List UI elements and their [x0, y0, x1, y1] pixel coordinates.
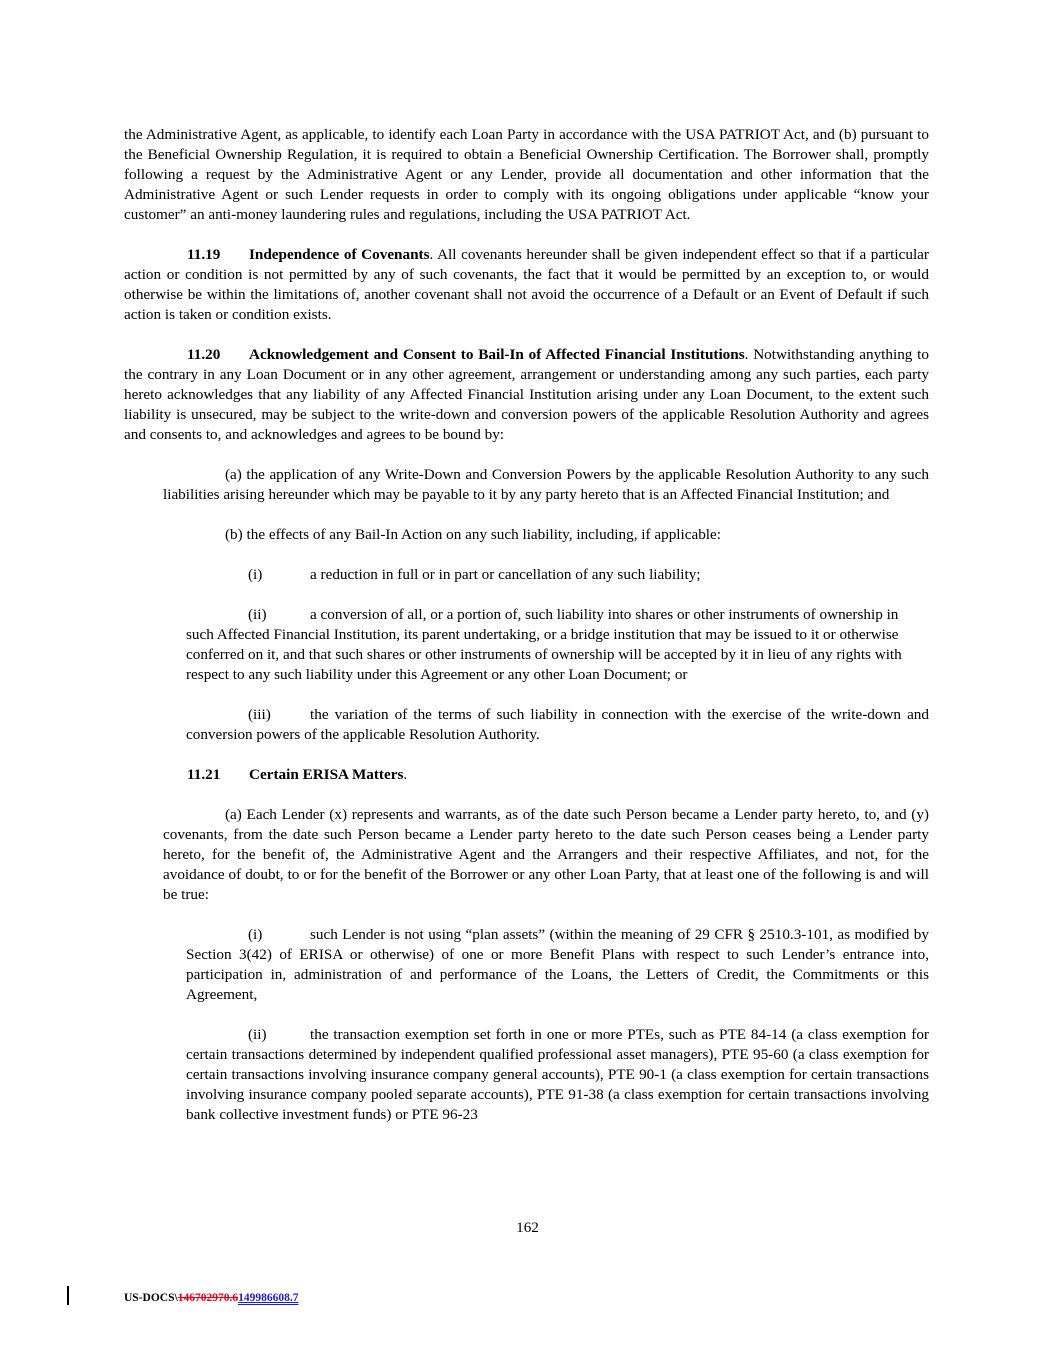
erisa-clause-a: (a) Each Lender (x) represents and warrants, as of the date such Person became a Lender party hereto, to, and (y) covenants, from the date such Person became a Lender party hereto to the date such Person ceases being a Lender party hereto, for the benefit of, the Administrative Agent and the Arrangers and their respective Affiliates, and not, for the avoidance of doubt, to or for the benefit of the Borrower or any other Loan Party, that at least one of the following is and will be true:: [163, 806, 929, 903]
clause-b: (b) the effects of any Bail-In Action on any such liability, including, if applicable:: [225, 526, 721, 543]
section-number: 11.20: [187, 346, 221, 363]
clause-b-ii: [186, 605, 929, 685]
section-number: 11.21: [187, 766, 221, 783]
clause-text: such Lender is not using “plan assets” (within the meaning of 29 CFR § 2510.3-101, as modified by Section 3(42) of ERISA or otherwise) of one or more Benefit Plans with respect to such Lender’s entrance into, participation in, administration of and performance of the Loans, the Letters of Credit, the Commitments or this Agreement,: [186, 926, 929, 1003]
erisa-clause-a-i: [186, 925, 929, 1005]
document-id: [124, 1288, 298, 1308]
page-number: 162: [516, 1219, 539, 1236]
clause-label: (ii): [248, 606, 267, 623]
section-11-21: [124, 765, 929, 785]
section-body: . All covenants hereunder shall be given independent effect so that if a particular action or condition is not permitted by any of such covenants, the fact that it would be permitted by an exception to, or would otherwise be within the limitations of, another covenant shall not avoid the occurrence of a Default or an Event of Default if such action is taken or condition exists.: [124, 246, 929, 323]
clause-label: (iii): [248, 706, 271, 723]
clause-text: the transaction exemption set forth in one or more PTEs, such as PTE 84-14 (a class exemption for certain transactions determined by independent qualified professional asset managers), PTE 95-60 (a class exemption for certain transactions involving insurance company general accounts), PTE 90-1 (a class exemption for certain transactions involving insurance company pooled separate accounts), PTE 91-38 (a class exemption for certain transactions involving bank collective investment funds) or PTE 96-23: [186, 1026, 929, 1123]
section-title-suffix: .: [403, 766, 408, 783]
deleted-doc-id: 146702970.6: [177, 1292, 239, 1304]
document-body: [124, 125, 929, 1125]
clause-label: (ii): [248, 1026, 267, 1043]
intro-paragraph: the Administrative Agent, as applicable, to identify each Loan Party in accordance with the USA PATRIOT Act, and (b) pursuant to the Beneficial Ownership Regulation, it is required to obtain a Beneficial Ownership Certification. The Borrower shall, promptly following a request by the Administrative Agent or any Lender, provide all documentation and other information that the Administrative Agent or such Lender requests in order to comply with its ongoing obligations under applicable “know your customer” an anti-money laundering rules and regulations, including the USA PATRIOT Act.: [124, 126, 929, 223]
clause-label: (i): [248, 926, 263, 943]
erisa-clause-a-ii: [186, 1025, 929, 1125]
section-title: Certain ERISA Matters: [249, 766, 404, 783]
clause-a: (a) the application of any Write-Down and Conversion Powers by the applicable Resolution Authority to any such liabilities arising hereunder which may be payable to it by any party hereto that is an Affected Financial Institution; and: [163, 466, 929, 503]
section-title: Independence of Covenants: [249, 246, 430, 263]
clause-b-i: [186, 565, 929, 585]
section-11-20: [124, 345, 929, 445]
clause-text: a reduction in full or in part or cancellation of any such liability;: [310, 566, 701, 583]
section-title: Acknowledgement and Consent to Bail-In of Affected Financial Institutions: [249, 346, 745, 363]
doc-prefix: US-DOCS\: [124, 1292, 178, 1304]
clause-text: a conversion of all, or a portion of, such liability into shares or other instruments of ownership in such Affected Financial Institution, its parent undertaking, or a bridge institution that may be issued to it or otherwise conferred on it, and that such shares or other instruments of ownership will be accepted by it in lieu of any rights with respect to any such liability under this Agreement or any other Loan Document; or: [186, 606, 902, 683]
section-number: 11.19: [187, 246, 221, 263]
section-body: . Notwithstanding anything to the contrary in any Loan Document or in any other agreement, arrangement or understanding among any such parties, each party hereto acknowledges that any liability of any Affected Financial Institution arising under any Loan Document, to the extent such liability is unsecured, may be subject to the write-down and conversion powers of the applicable Resolution Authority and agrees and consents to, and acknowledges and agrees to be bound by:: [124, 346, 929, 443]
clause-b-iii: [186, 705, 929, 745]
inserted-doc-id: 149986608.7: [238, 1292, 299, 1304]
clause-label: (i): [248, 566, 263, 583]
change-bar: [67, 1286, 69, 1305]
section-11-19: [124, 245, 929, 325]
clause-text: the variation of the terms of such liability in connection with the exercise of the write-down and conversion powers of the applicable Resolution Authority.: [186, 706, 929, 743]
